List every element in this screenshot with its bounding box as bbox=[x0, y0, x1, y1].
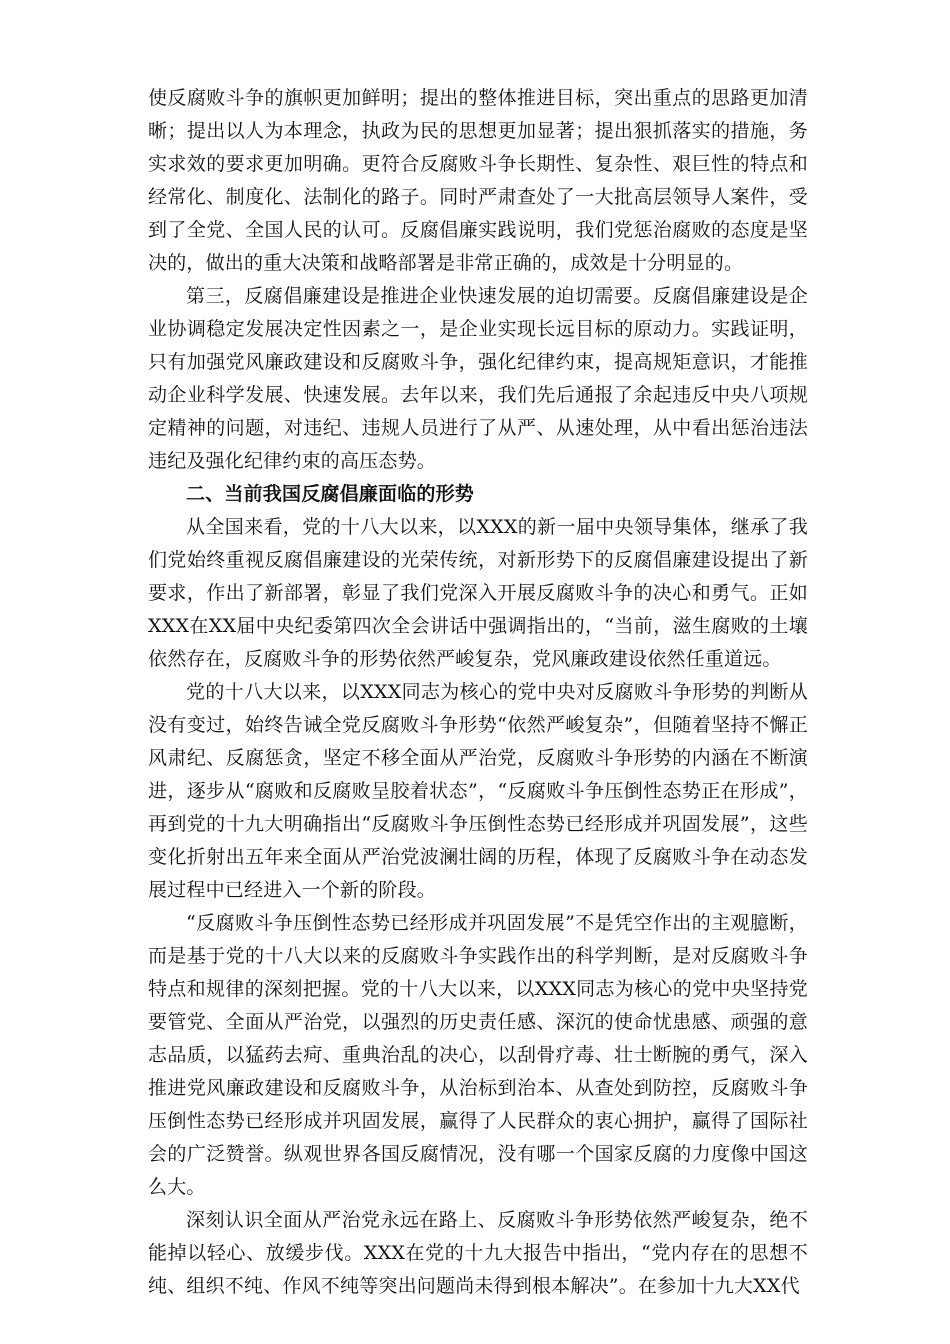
section-heading: 二、当前我国反腐倡廉面临的形势 bbox=[186, 483, 475, 505]
document-body bbox=[148, 82, 808, 1303]
paragraph-5: “反腐败斗争压倒性态势已经形成并巩固发展”不是凭空作出的主观臆断，而是基于党的十八大以来的反腐败斗争实践作出的科学判断，是对反腐败斗争特点和规律的深刻把握。党的十八大以来，以XXX同志为核心的党中央坚持党要管党、全面从严治党，以强烈的历史责任感、深沉的使命忧患感、顽强的意志品质，以猛药去疴、重典治乱的决心，以刮骨疗毒、壮士断腕的勇气，深入推进党风廉政建设和反腐败斗争，从治标到治本、从查处到防控，反腐败斗争压倒性态势已经形成并巩固发展，赢得了人民群众的衷心拥护，赢得了国际社会的广泛赞誉。纵观世界各国反腐情况，没有哪一个国家反腐的力度像中国这么大。 bbox=[148, 912, 808, 1198]
paragraph-2: 第三，反腐倡廉建设是推进企业快速发展的迫切需要。反腐倡廉建设是企业协调稳定发展决定性因素之一，是企业实现长远目标的原动力。实践证明，只有加强党风廉政建设和反腐败斗争，强化纪律约束，提高规矩意识，才能推动企业科学发展、快速发展。去年以来，我们先后通报了余起违反中央八项规定精神的问题，对违纪、违规人员进行了从严、从速处理，从中看出惩治违法违纪及强化纪律约束的高压态势。 bbox=[148, 285, 808, 472]
paragraph-1: 使反腐败斗争的旗帜更加鲜明；提出的整体推进目标，突出重点的思路更加清晰；提出以人为本理念，执政为民的思想更加显著；提出狠抓落实的措施，务实求效的要求更加明确。更符合反腐败斗争长期性、复杂性、艰巨性的特点和经常化、制度化、法制化的路子。同时严肃查处了一大批高层领导人案件，受到了全党、全国人民的认可。反腐倡廉实践说明，我们党惩治腐败的态度是坚决的，做出的重大决策和战略部署是非常正确的，成效是十分明显的。 bbox=[148, 87, 808, 274]
paragraph-3: 从全国来看，党的十八大以来，以XXX的新一届中央领导集体，继承了我们党始终重视反腐倡廉建设的光荣传统，对新形势下的反腐倡廉建设提出了新要求，作出了新部署，彰显了我们党深入开展反腐败斗争的决心和勇气。正如XXX在XX届中央纪委第四次全会讲话中强调指出的，“当前，滋生腐败的土壤依然存在，反腐败斗争的形势依然严峻复杂，党风廉政建设依然任重道远。 bbox=[148, 516, 808, 670]
paragraph-6: 深刻认识全面从严治党永远在路上、反腐败斗争形势依然严峻复杂，绝不能掉以轻心、放缓步伐。XXX在党的十九大报告中指出，“党内存在的思想不纯、组织不纯、作风不纯等突出问题尚未得到根本解决”。在参加十九大XX代 bbox=[148, 1209, 808, 1297]
paragraph-4: 党的十八大以来，以XXX同志为核心的党中央对反腐败斗争形势的判断从没有变过，始终告诫全党反腐败斗争形势“依然严峻复杂”，但随着坚持不懈正风肃纪、反腐惩贪，坚定不移全面从严治党，反腐败斗争形势的内涵在不断演进，逐步从“腐败和反腐败呈胶着状态”，“反腐败斗争压倒性态势正在形成”，再到党的十九大明确指出“反腐败斗争压倒性态势已经形成并巩固发展”，这些变化折射出五年来全面从严治党波澜壮阔的历程，体现了反腐败斗争在动态发展过程中已经进入一个新的阶段。 bbox=[148, 681, 808, 901]
